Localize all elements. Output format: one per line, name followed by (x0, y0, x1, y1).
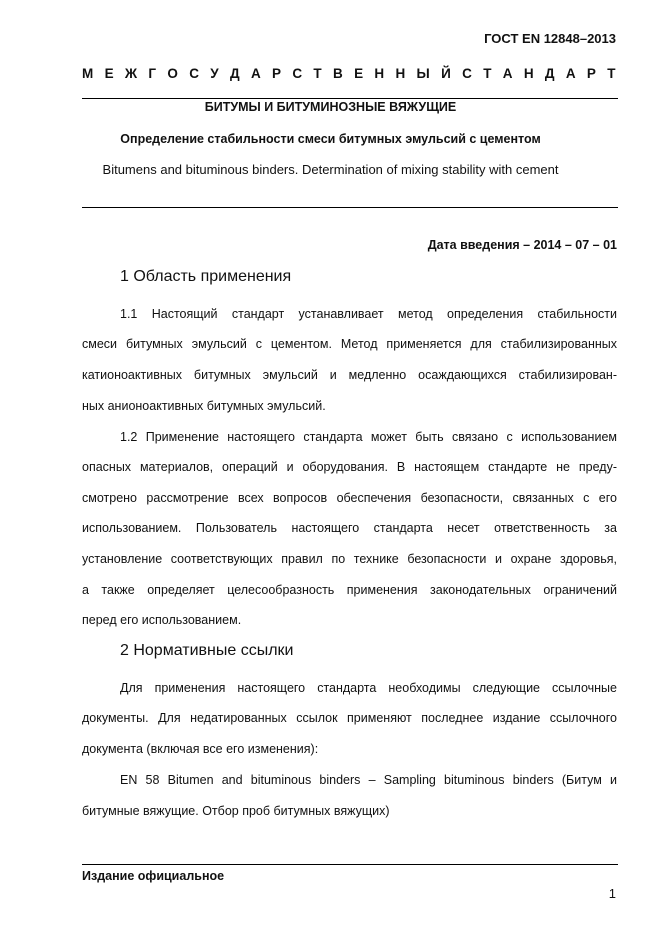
paragraph-line: Для применения настоящего стандарта необходимы следующие ссылочные (120, 681, 617, 695)
paragraph-line: документа (включая все его изменения): (82, 742, 319, 756)
paragraph-line: перед его использованием. (82, 613, 242, 627)
official-edition-label: Издание официальное (82, 869, 225, 883)
paragraph-line: 1.2 Применение настоящего стандарта может быть связано с использованием (120, 430, 617, 444)
section-1-heading: 1 Область применения (120, 268, 292, 285)
paragraph-line: документы. Для недатированных ссылок применяют последнее издание ссылочного (82, 711, 617, 725)
interstate-standard-label: М Е Ж Г О С У Д А Р С Т В Е Н Н Ы Й С Т А Н Д А Р Т (82, 66, 616, 81)
page-number: 1 (608, 886, 616, 901)
title-separator-rule (82, 207, 618, 208)
reference-line: битумные вяжущие. Отбор проб битумных вяжущих) (82, 804, 390, 818)
document-number: ГОСТ EN 12848–2013 (484, 31, 616, 46)
paragraph-line: использованием. Пользователь настоящего стандарта несет ответственность за (82, 521, 617, 535)
paragraph-line: ных анионоактивных битумных эмульсий. (82, 399, 326, 413)
paragraph-line: установление соответствующих правил по технике безопасности и охране здоровья, (82, 552, 617, 566)
paragraph-line: а также определяет целесообразность применения законодательных ограничений (82, 583, 617, 597)
paragraph-line: смеси битумных эмульсий с цементом. Метод применяется для стабилизированных (82, 337, 617, 351)
introduction-date: Дата введения – 2014 – 07 – 01 (427, 238, 617, 252)
document-title-ru: БИТУМЫ И БИТУМИНОЗНЫЕ ВЯЖУЩИЕ (204, 100, 457, 114)
paragraph-line: опасных материалов, операций и оборудования. В настоящем стандарте не преду- (82, 460, 617, 474)
section-2-heading: 2 Нормативные ссылки (120, 642, 294, 659)
header-rule (82, 98, 618, 99)
document-title-en: Bitumens and bituminous binders. Determination of mixing stability with cement (102, 162, 559, 177)
paragraph-line: смотрено рассмотрение всех вопросов обеспечения безопасности, связанных с его (82, 491, 617, 505)
document-subtitle-ru: Определение стабильности смеси битумных эмульсий с цементом (120, 132, 541, 146)
paragraph-line: 1.1 Настоящий стандарт устанавливает метод определения стабильности (120, 307, 617, 321)
reference-line: EN 58 Bitumen and bituminous binders – Sampling bituminous binders (Битум и (120, 773, 617, 787)
footer-rule (82, 864, 618, 865)
paragraph-line: катионоактивных битумных эмульсий и медленно осаждающихся стабилизирован- (82, 368, 617, 382)
